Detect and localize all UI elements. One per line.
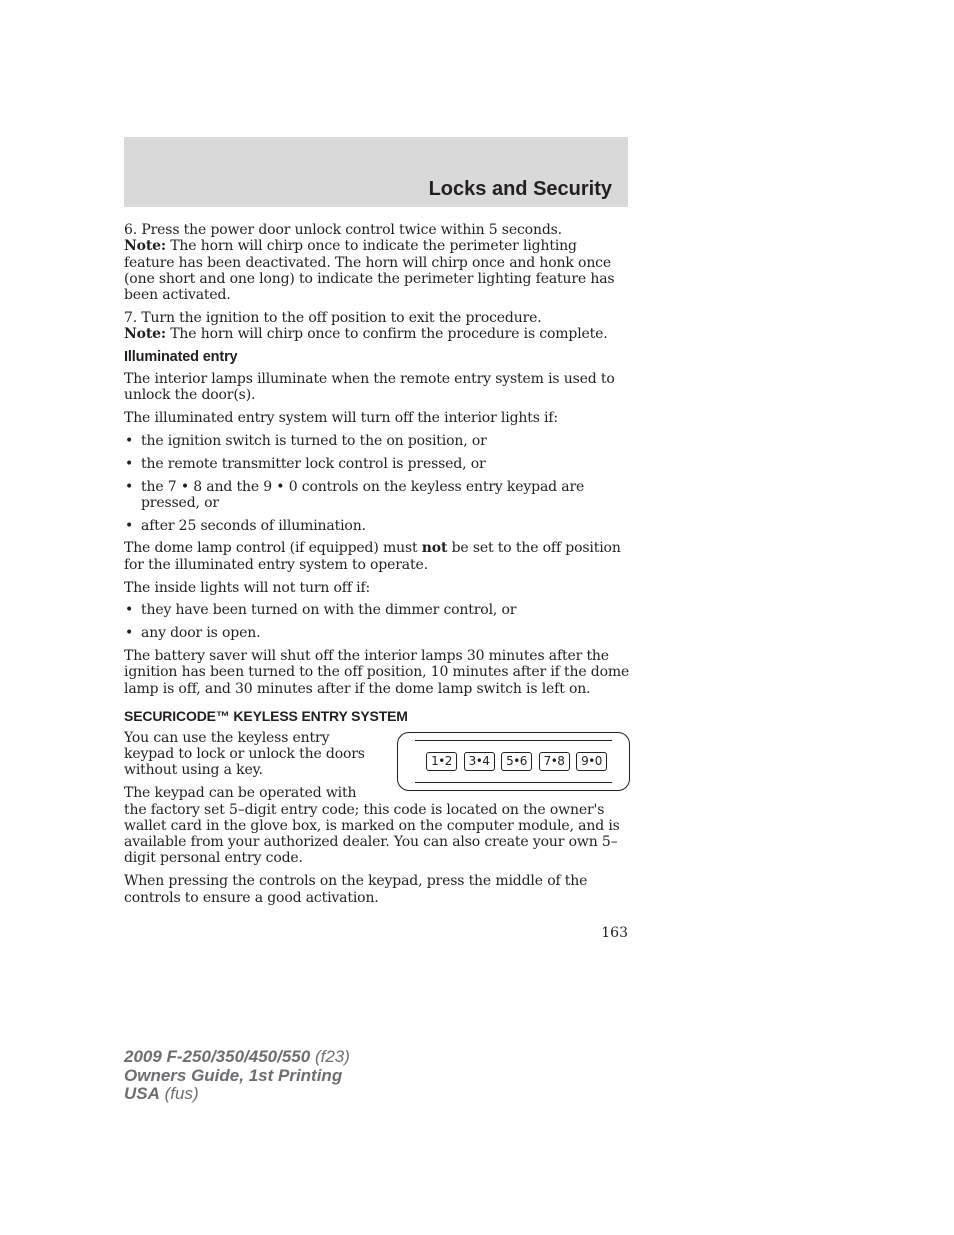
battery-saver-para: The battery saver will shut off the interior lamps 30 minutes after the ignition has been turned to the off position, 10 minutes after if the dome lamp is off, and 30 minutes after if the dome lamp switch is left on. xyxy=(124,647,630,697)
list-item xyxy=(124,433,630,449)
page-number: 163 xyxy=(601,925,628,941)
footer-line-3 xyxy=(124,1085,350,1104)
securicode-heading: SECURICODE™ KEYLESS ENTRY SYSTEM xyxy=(124,707,408,724)
footer-market: USA xyxy=(124,1084,160,1103)
securicode-para-3: When pressing the controls on the keypad, press the middle of the controls to ensure a good activation. xyxy=(124,873,588,906)
illuminated-entry-heading: Illuminated entry xyxy=(124,349,238,366)
step-7-note-label: Note: xyxy=(124,326,166,343)
page-content xyxy=(124,222,630,912)
bullet-icon: • xyxy=(125,517,134,534)
keypad-bottom-rule xyxy=(415,782,612,783)
keypad-key-9-0: 9•0 xyxy=(576,752,607,771)
step-6-note-text: The horn will chirp once to indicate the perimeter lighting feature has been deactivated. The horn will chirp once and honk once (one short and one long) to indicate the perimeter lighting feature has been activated. xyxy=(124,238,615,304)
illuminated-para-4: The inside lights will not turn off if: xyxy=(124,579,371,596)
step-7-text: 7. Turn the ignition to the off position to exit the procedure. xyxy=(124,309,542,326)
bullet-icon: • xyxy=(125,455,134,472)
bullet-icon: • xyxy=(125,602,134,619)
dome-lamp-text-end: be set to the off position for the illuminated entry system to operate. xyxy=(124,540,621,573)
keypad-key-1-2: 1•2 xyxy=(426,752,457,771)
list-item-text: any door is open. xyxy=(141,625,261,642)
step-6 xyxy=(124,222,630,303)
keypad-key-7-8: 7•8 xyxy=(539,752,570,771)
keypad-key-5-6: 5•6 xyxy=(501,752,532,771)
list-item xyxy=(124,456,630,472)
dome-lamp-para xyxy=(124,540,630,573)
list-item xyxy=(124,625,630,641)
illuminated-para-1: The interior lamps illuminate when the remote entry system is used to unlock the door(s). xyxy=(124,371,615,404)
footer-line-2: Owners Guide, 1st Printing xyxy=(124,1065,343,1085)
section-title: Locks and Security xyxy=(428,178,612,200)
bullet-icon: • xyxy=(125,625,134,642)
list-item-text: after 25 seconds of illumination. xyxy=(141,517,366,534)
turn-off-conditions-list xyxy=(124,433,630,534)
keypad-illustration xyxy=(390,730,630,794)
keypad-top-rule xyxy=(415,740,612,741)
list-item-text: the ignition switch is turned to the on position, or xyxy=(141,432,487,449)
keypad-outline xyxy=(397,732,630,791)
footer-line-1 xyxy=(124,1048,350,1067)
dome-lamp-emphasis: not xyxy=(421,540,448,557)
footer-edition-info xyxy=(124,1048,350,1104)
footer-market-code: (fus) xyxy=(159,1084,199,1103)
list-item xyxy=(124,602,630,618)
step-7 xyxy=(124,310,630,343)
list-item-text: the remote transmitter lock control is pressed, or xyxy=(141,455,486,472)
section-header-band xyxy=(124,137,628,207)
footer-model: 2009 F-250/350/450/550 xyxy=(124,1047,311,1066)
list-item-text: they have been turned on with the dimmer control, or xyxy=(141,602,517,619)
stay-on-conditions-list xyxy=(124,602,630,641)
step-7-note-text: The horn will chirp once to confirm the procedure is complete. xyxy=(165,326,608,343)
step-6-text: 6. Press the power door unlock control twice within 5 seconds. xyxy=(124,222,562,238)
securicode-para-1: You can use the keyless entry keypad to lock or unlock the doors without using a key. xyxy=(124,729,365,779)
list-item xyxy=(124,479,630,512)
footer-model-code: (f23) xyxy=(310,1047,350,1066)
securicode-para-2: The keypad can be operated with the factory set 5–digit entry code; this code is located on the owner's wallet card in the glove box, is marked on the computer module, and is available from your authorized dealer. You can also create your own 5–digit personal entry code. xyxy=(124,785,620,867)
list-item-text: the 7 • 8 and the 9 • 0 controls on the keyless entry keypad are pressed, or xyxy=(141,478,585,511)
step-6-note-label: Note: xyxy=(124,238,166,255)
bullet-icon: • xyxy=(125,478,134,495)
keypad-keys xyxy=(426,752,607,771)
dome-lamp-text-start: The dome lamp control (if equipped) must xyxy=(124,540,422,557)
keypad-key-3-4: 3•4 xyxy=(464,752,495,771)
list-item xyxy=(124,518,630,534)
illuminated-para-2: The illuminated entry system will turn off the interior lights if: xyxy=(124,410,558,427)
bullet-icon: • xyxy=(125,432,134,449)
